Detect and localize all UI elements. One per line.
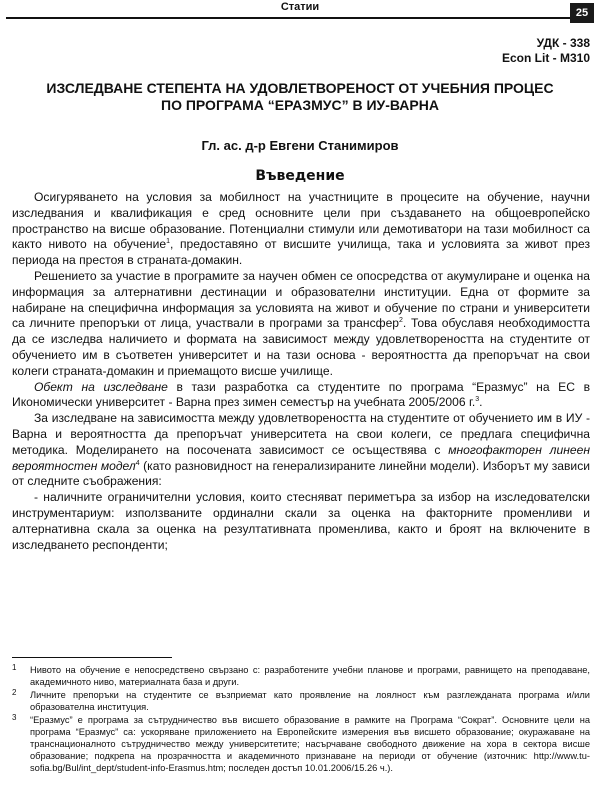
page-number: 25 <box>570 3 594 23</box>
paragraph-5-text: - наличните ограничителни условия, които стесняват периметъра за избор на изследователски инструментариум: използваните ординални скали за оценка на факторните променливи и алтернативна скала за оценка на резултативната променлива, както и броят на включените в изследването респонденти; <box>12 490 590 552</box>
paragraph-4-end: (като разновидност на генерализираните линейни модели). Изборът му зависи от следните съображения: <box>12 458 590 489</box>
paragraph-1-end: , предоставяно от висшите училища, така и условията за живот през периода на престоя в страната-домакин. <box>12 237 590 268</box>
paragraph-3-italic: Обект на изследване <box>34 379 168 394</box>
author-name: Гл. ас. д-р Евгени Станимиров <box>201 138 399 153</box>
title-line-1: ИЗСЛЕДВАНЕ СТЕПЕНТА НА УДОВЛЕТВОРЕНОСТ ОТ УЧЕБНИЯ ПРОЦЕС <box>46 80 554 96</box>
footnote-ref-2: 2 <box>399 317 403 325</box>
footnote <box>12 664 590 688</box>
title-line-2: ПО ПРОГРАМА “ЕРАЗМУС” В ИУ-ВАРНА <box>161 97 439 113</box>
paragraph-1-text: Осигуряването на условия за мобилност на участниците в процесите на обучение, научни изследвания и квалификация е сред основните цели при създаването на общоевропейско пространство на висше образование. Потенциални стимули или демотиватори на тази мобилност са както нивото на обучение <box>12 190 590 252</box>
footnote-text: Нивото на обучение е непосредствено свързано с: разработените учебни планове и програми, равнището на преподаване, академичното ниво, материалната база и други. <box>30 665 590 687</box>
running-header <box>0 0 600 20</box>
udk-code: УДК - 338 <box>536 36 590 50</box>
paragraph-5 <box>12 490 590 553</box>
paragraph-4 <box>12 411 590 490</box>
footnotes <box>12 664 590 775</box>
header-rule <box>6 17 594 19</box>
footnote-ref-1: 1 <box>166 238 170 246</box>
paragraph-3-end: . <box>479 395 483 410</box>
footnote-number: 1 <box>12 663 17 672</box>
econlit-code: Econ Lit - M310 <box>501 51 590 65</box>
paragraph-2-end: . Това обуславя необходимостта да се изследва наличието и формата на зависимост между удовлетвореността на студентите от обучението им в съответен университет и на тази основа - вероятността да препоръчат на свои колеги страната-домакин и приемащото висше училище. <box>12 316 590 378</box>
paragraph-2 <box>12 269 590 380</box>
footnote-ref-4: 4 <box>135 459 140 467</box>
footnote-text: “Еразмус” е програма за сътрудничество във висшето образование в рамките на Програма “Сократ”. Основните цели на програма “Еразмус” са: ускоряване приложението на Европейските измерения във висшето образование; окуражаване на транснационалното сътрудничество между университетите; насърчаване свободното движение на хора в сектора висше образование; подкрепа на прозрачността и академичното признаване на периоди от обучение (източник: http://www.tu-sofia.bg/Bul/int_dept/student-info-Erasmus.htm; последен достъп 10.01.2006/15.26 ч.). <box>30 715 590 773</box>
paragraph-4-text: За изследване на зависимостта между удовлетвореността на студентите от обучението им в ИУ - Варна и вероятността да препоръчат университета на свои колеги, се предлага специфична методика. Моделирането на посочената зависимост се осъществява с <box>12 411 590 457</box>
paragraph-4-italic: многофакторен линеен вероятностен модел <box>12 442 590 473</box>
footnote-number: 3 <box>12 713 17 722</box>
paragraph-2-text: Решението за участие в програмите за научен обмен се опосредства от акумулиране и оценка на информация за алтернативни дестинации и образователни институции. Една от формите за набиране на специфична информация за условията на живот и обучение по страни и университети са личните препоръки от лица, участвали в програми за трансфер <box>12 268 590 331</box>
footnote <box>12 689 590 713</box>
paragraph-1 <box>12 190 590 269</box>
footnote-number: 2 <box>12 688 17 697</box>
footnote-separator <box>12 657 172 658</box>
footnote-text: Личните препоръки на студентите се възприемат като проявление на лоялност към разглежданата програма и/или образователна институция. <box>30 690 590 712</box>
paragraph-3-text: в тази разработка са студентите по програма “Еразмус” на ЕС в Икономически университет - Варна през зимен семестър на учебната 2005/2006 г. <box>12 379 590 410</box>
article-body <box>12 190 590 553</box>
footnote-ref-3: 3 <box>475 396 480 404</box>
header-section-name: Статии <box>280 1 320 13</box>
paragraph-3 <box>12 380 590 412</box>
classification-codes <box>502 36 590 66</box>
section-heading-introduction: Въведение <box>255 168 345 184</box>
article-title <box>14 80 586 114</box>
footnote <box>12 714 590 774</box>
